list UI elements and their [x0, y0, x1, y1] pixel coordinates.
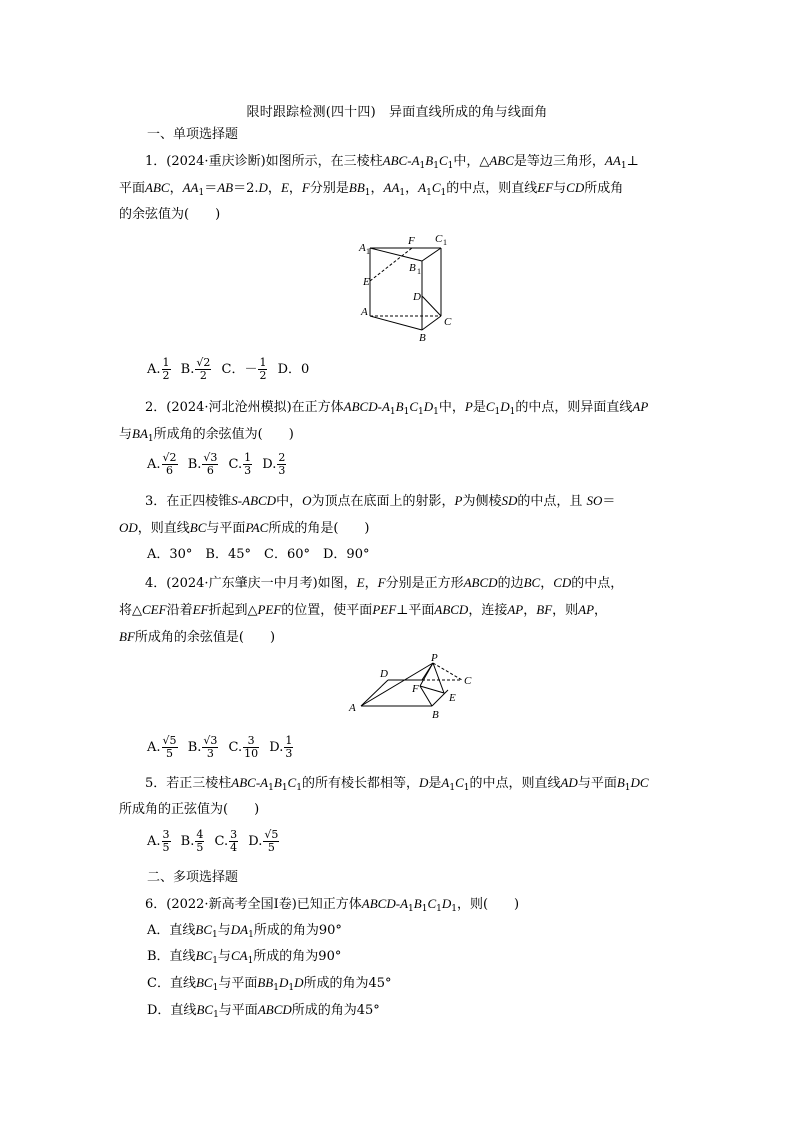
fig1-label-C: C: [444, 316, 452, 328]
fig2-label-C: C: [464, 675, 472, 687]
fig1-label-A: A: [361, 306, 368, 318]
q5-option-d: D. $\frac{√5}{5}$: [248, 828, 279, 854]
fig2-label-D: D: [380, 668, 388, 680]
q4-option-c: C. $\frac{3}{10}$: [228, 734, 259, 760]
q2-option-b: B. $\frac{√3}{6}$: [187, 451, 218, 477]
q4-folded-square-figure: [344, 651, 476, 723]
q4-line-2: 将△CEF沿着EF折起到△PEF的位置，使平面PEF⊥平面ABCD，连接AP，BF，则AP，: [119, 602, 608, 618]
q1-option-a: A. $\frac{1}{2}$: [147, 356, 170, 382]
q4-option-b: B. $\frac{√3}{3}$: [187, 734, 218, 760]
q6-option-c: C．直线$BC_1$与平面$BB_1D_1D$所成的角为45°: [147, 975, 392, 993]
q2-line-1: 2．(2024·河北沧州模拟)在正方体ABCD-$A_1B_1C_1D_1$中，P是$C_1D_1$的中点，则异面直线AP: [145, 399, 649, 417]
q1-line-1: 1．(2024·重庆诊断)如图所示，在三棱柱ABC-$A_1B_1C_1$中，△ABC是等边三角形，$AA_1\perp$: [145, 153, 639, 171]
svg-text:1: 1: [417, 267, 421, 276]
fig1-label-B: B: [419, 332, 426, 344]
q1-prism-figure: [355, 229, 465, 347]
q2-option-a: A. $\frac{√2}{6}$: [147, 451, 177, 477]
fig2-label-E: E: [449, 692, 456, 704]
q6-stem: 6．(2022·新高考全国Ⅰ卷)已知正方体ABCD-$A_1B_1C_1D_1$，则( ): [145, 896, 520, 914]
fig2-label-P: P: [431, 652, 438, 664]
fig1-label-C1: C: [435, 233, 443, 245]
q3-line-2: OD，则直线BC与平面PAC所成的角是( ): [119, 520, 370, 536]
q4-option-d: D. $\frac{1}{3}$: [269, 734, 293, 760]
q2-options: [147, 450, 717, 480]
fig2-label-A: A: [349, 702, 356, 714]
q2-line-2: 与$BA_1$所成角的余弦值为( ): [119, 426, 294, 444]
q4-option-a: A. $\frac{√5}{5}$: [147, 734, 177, 760]
svg-text:1: 1: [443, 238, 447, 247]
q4-line-3: BF所成角的余弦值是( ): [119, 629, 276, 645]
fig1-label-F: F: [408, 235, 415, 247]
q2-option-d: D. $\frac{2}{3}$: [262, 451, 286, 477]
svg-text:1: 1: [366, 247, 370, 256]
fig1-label-D: D: [413, 291, 421, 303]
q5-options: [147, 827, 717, 857]
page-title: 限时跟踪检测(四十四) 异面直线所成的角与线面角: [246, 105, 548, 120]
q1-option-d: D．0: [277, 362, 310, 377]
section-multiple-choice: 二、多项选择题: [147, 870, 239, 885]
fig2-label-F: F: [412, 683, 419, 695]
q2-option-c: C. $\frac{1}{3}$: [228, 451, 252, 477]
q6-option-a: A．直线$BC_1$与$DA_1$所成的角为90°: [147, 922, 342, 940]
fig1-label-B1: B: [409, 262, 416, 274]
q5-line-1: 5．若正三棱柱ABC-$A_1B_1C_1$的所有棱长都相等，D是$A_1C_1$的中点，则直线AD与平面$B_1DC$: [145, 775, 649, 793]
q5-line-2: 所成角的正弦值为( ): [119, 802, 260, 817]
q1-option-c: C．－ $\frac{1}{2}$: [221, 356, 267, 382]
fig1-label-E: E: [363, 276, 370, 288]
q5-option-c: C. $\frac{3}{4}$: [214, 828, 238, 854]
q1-line-3: 的余弦值为( ): [119, 207, 221, 222]
fig1-label-A1: A: [359, 242, 366, 254]
q1-options: [147, 355, 717, 385]
section-single-choice: 一、单项选择题: [147, 127, 239, 142]
q4-line-1: 4．(2024·广东肇庆一中月考)如图，E，F分别是正方形ABCD的边BC，CD的中点，: [145, 575, 624, 591]
q6-option-d: D．直线$BC_1$与平面ABCD所成的角为45°: [147, 1002, 380, 1020]
q3-options: A．30° B．45° C．60° D．90°: [147, 547, 370, 562]
q1-line-2: 平面ABC，$AA_1=AB=2.D$，E，F分别是$BB_1$，$AA_1$，$A_1C_1$的中点，则直线EF与CD所成角: [119, 180, 624, 198]
q3-line-1: 3．在正四棱锥S-ABCD中，O为顶点在底面上的射影，P为侧棱SD的中点，且 SO＝: [145, 493, 616, 509]
q6-option-b: B．直线$BC_1$与$CA_1$所成的角为90°: [147, 948, 342, 966]
q4-options: [147, 733, 717, 763]
q1-option-b: B. $\frac{√2}{2}$: [180, 356, 211, 382]
q5-option-b: B. $\frac{4}{5}$: [180, 828, 204, 854]
fig2-label-B: B: [432, 709, 439, 721]
q5-option-a: A. $\frac{3}{5}$: [147, 828, 170, 854]
